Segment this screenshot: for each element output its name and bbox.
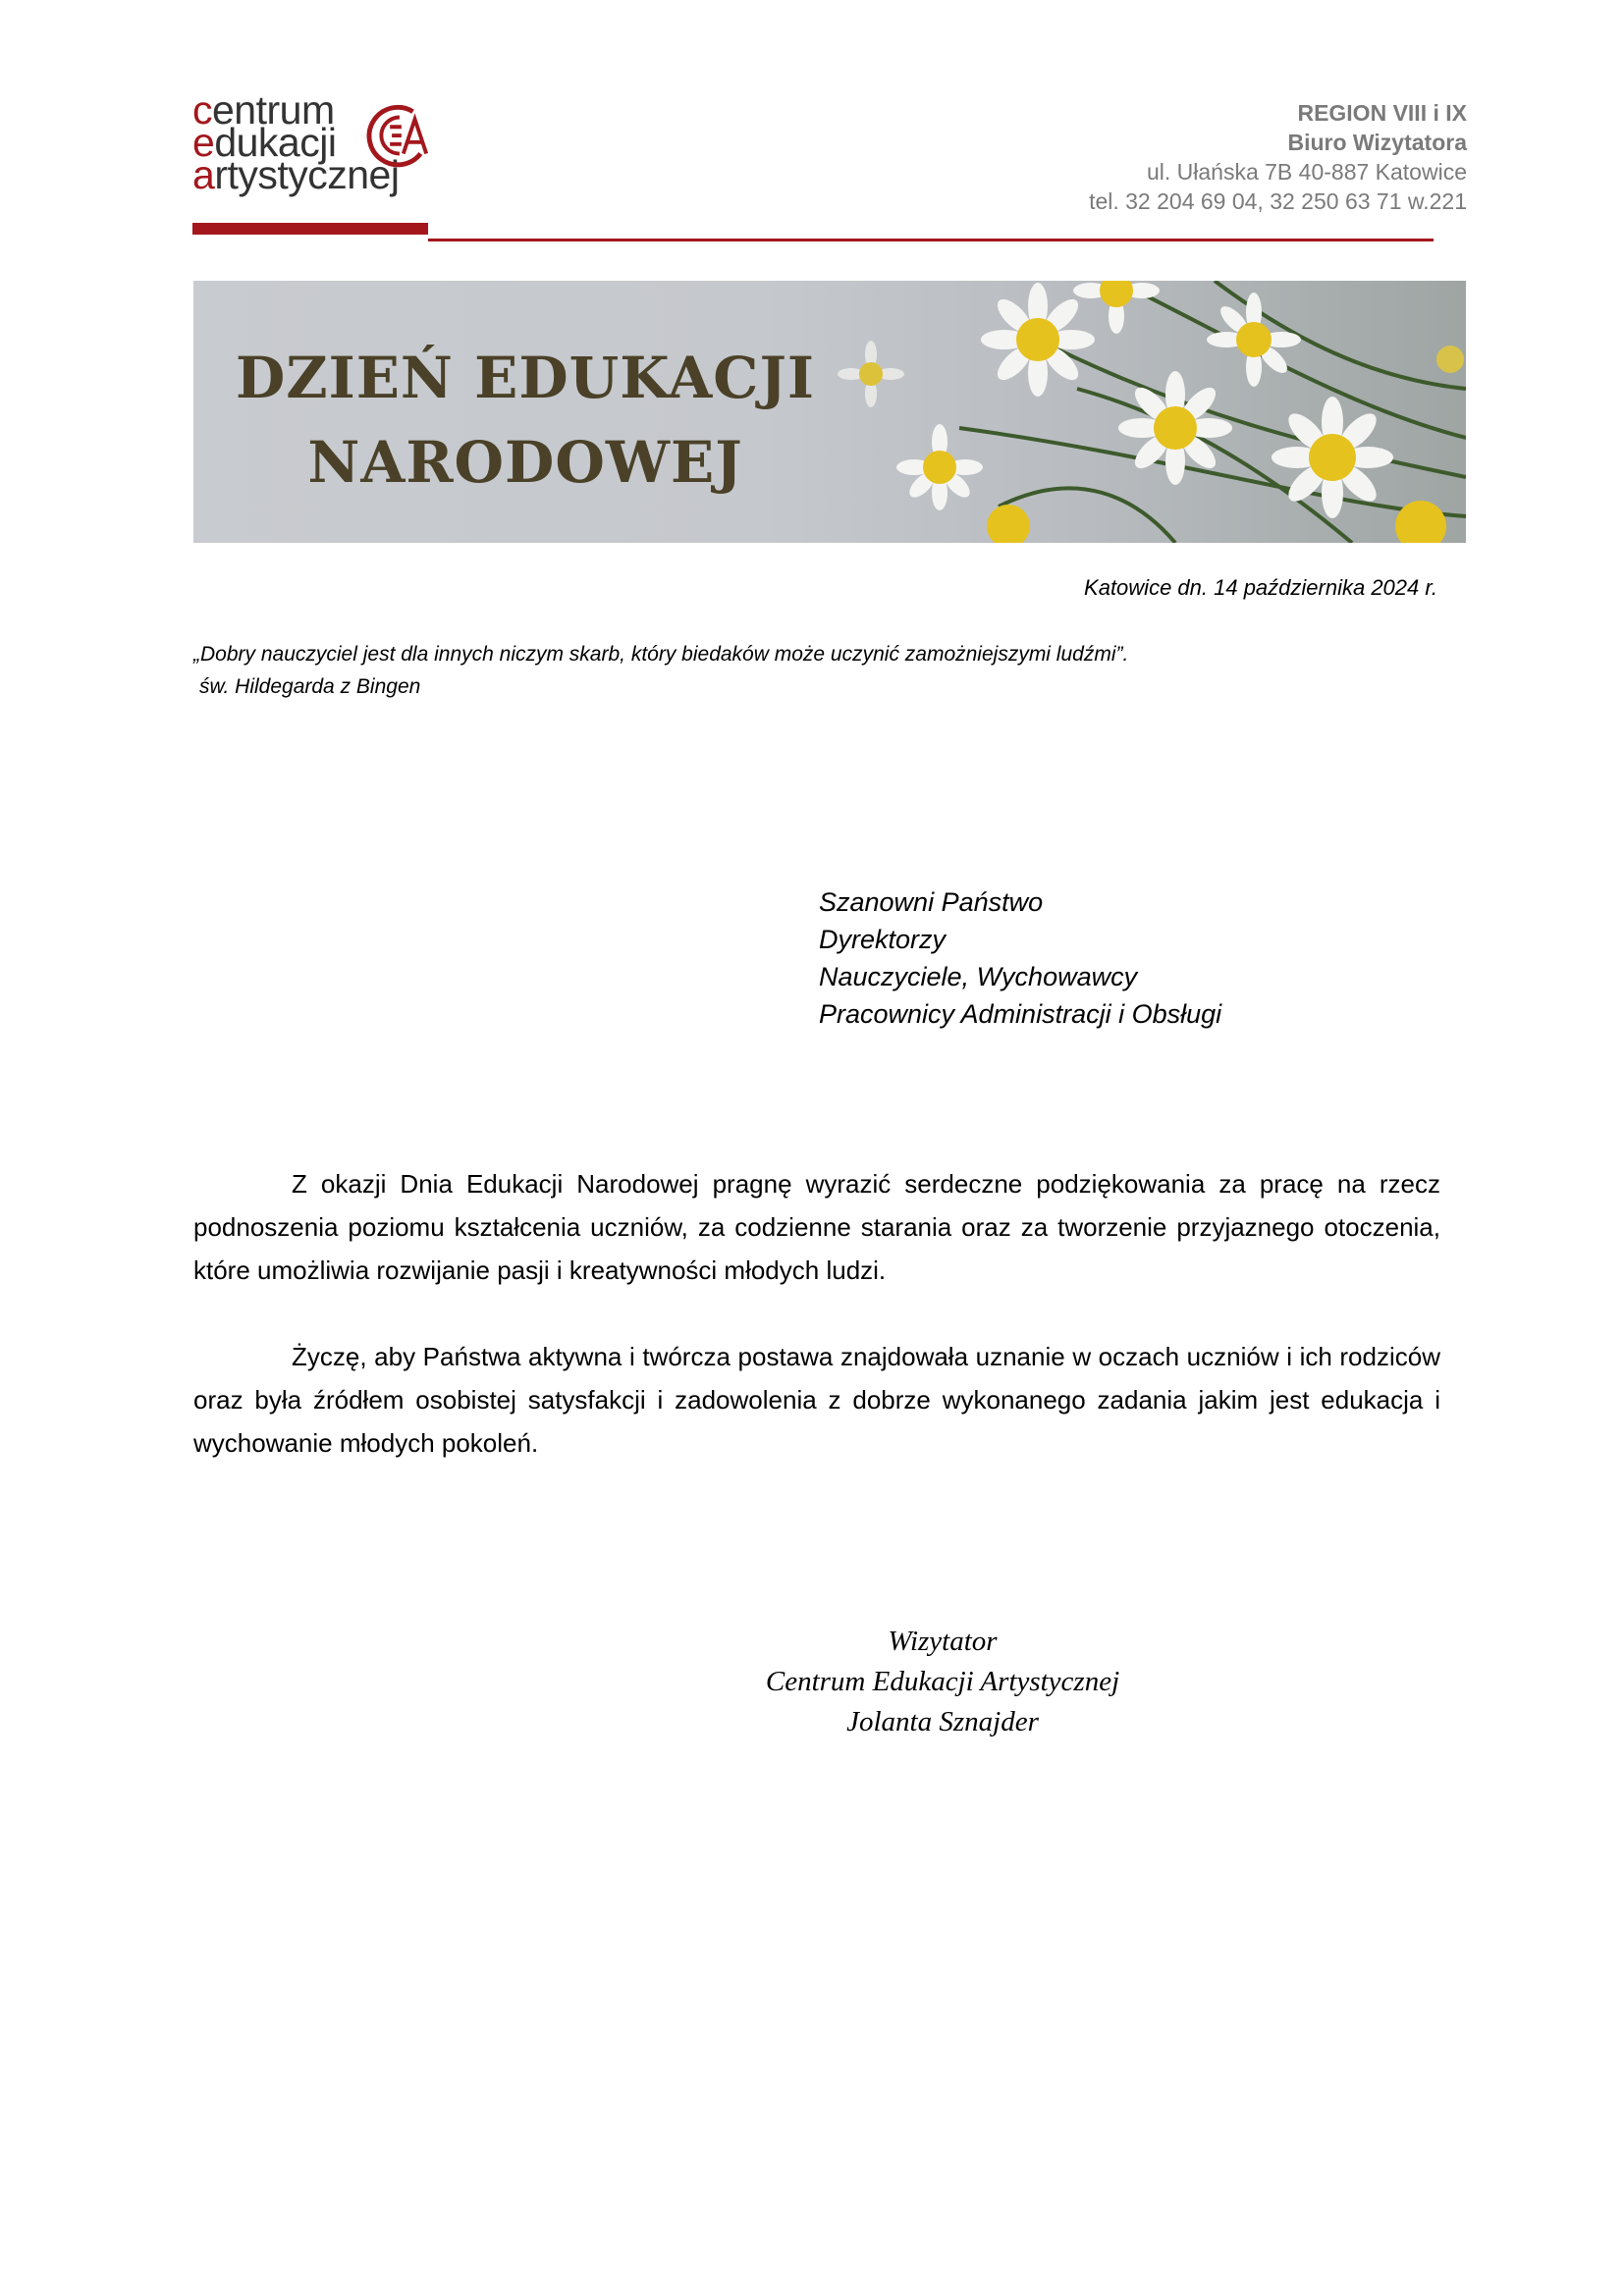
phone-numbers: tel. 32 204 69 04, 32 250 63 71 w.221	[1089, 188, 1467, 214]
letter-paragraph: Życzę, aby Państwa aktywna i twórcza postawa znajdowała uznanie w oczach uczniów i ich rodziców oraz była źródłem osobistej satysfakcji i zadowolenia z dobrze wykonanego zadania jakim jest edukacja i wychowanie młodych pokoleń.	[193, 1342, 1440, 1458]
logo-underline-bar	[192, 223, 428, 235]
banner-title-line2: NARODOWEJ	[307, 429, 743, 496]
logo-letter-e: e	[192, 120, 215, 165]
logo-word-artystycznej: rtystycznej	[214, 152, 400, 197]
banner-title	[221, 336, 830, 505]
banner-title-line1: DZIEŃ EDUKACJI	[235, 345, 816, 411]
header-divider	[428, 239, 1434, 241]
quote-text: „Dobry nauczyciel jest dla innych niczym skarb, który biedaków może uczynić zamożniejszymi ludźmi”.	[193, 643, 1129, 666]
office-label: Biuro Wizytatora	[1287, 130, 1467, 155]
signature-role: Wizytator	[888, 1626, 998, 1657]
letter-date: Katowice dn. 14 października 2024 r.	[1084, 575, 1437, 600]
logo-letter-c: c	[192, 87, 212, 133]
signature-block	[687, 1622, 1198, 1742]
logo-word-edukacji: dukacji	[214, 120, 337, 165]
addressee-line: Nauczyciele, Wychowawcy	[819, 962, 1138, 991]
addressee-line: Dyrektorzy	[819, 925, 947, 954]
letter-paragraph: Z okazji Dnia Edukacji Narodowej pragnę wyrazić serdeczne podziękowania za pracę na rzecz podnoszenia poziomu kształcenia uczniów, za codzienne starania oraz za tworzenie przyjaznego otoczenia, które umożliwia rozwijanie pasji i kreatywności młodych ludzi.	[193, 1169, 1440, 1285]
addressee-block	[819, 883, 1221, 1033]
addressee-line: Pracownicy Administracji i Obsługi	[819, 999, 1222, 1029]
logo-word-centrum: entrum	[212, 87, 335, 133]
region-label: REGION VIII i IX	[1297, 100, 1467, 126]
letter-body	[193, 1162, 1440, 1508]
signature-name: Jolanta Sznajder	[846, 1706, 1039, 1737]
quote-author: św. Hildegarda z Bingen	[199, 675, 421, 698]
addressee-line: Szanowni Państwo	[819, 887, 1044, 917]
signature-institution: Centrum Edukacji Artystycznej	[765, 1666, 1120, 1697]
epigraph-quote	[193, 638, 1128, 703]
office-address	[1089, 98, 1467, 216]
street-address: ul. Ułańska 7B 40-887 Katowice	[1146, 159, 1467, 185]
cea-logo	[192, 87, 444, 241]
logo-letter-a: a	[192, 152, 215, 197]
cea-emblem-icon	[357, 98, 434, 175]
banner-image	[193, 281, 1466, 543]
